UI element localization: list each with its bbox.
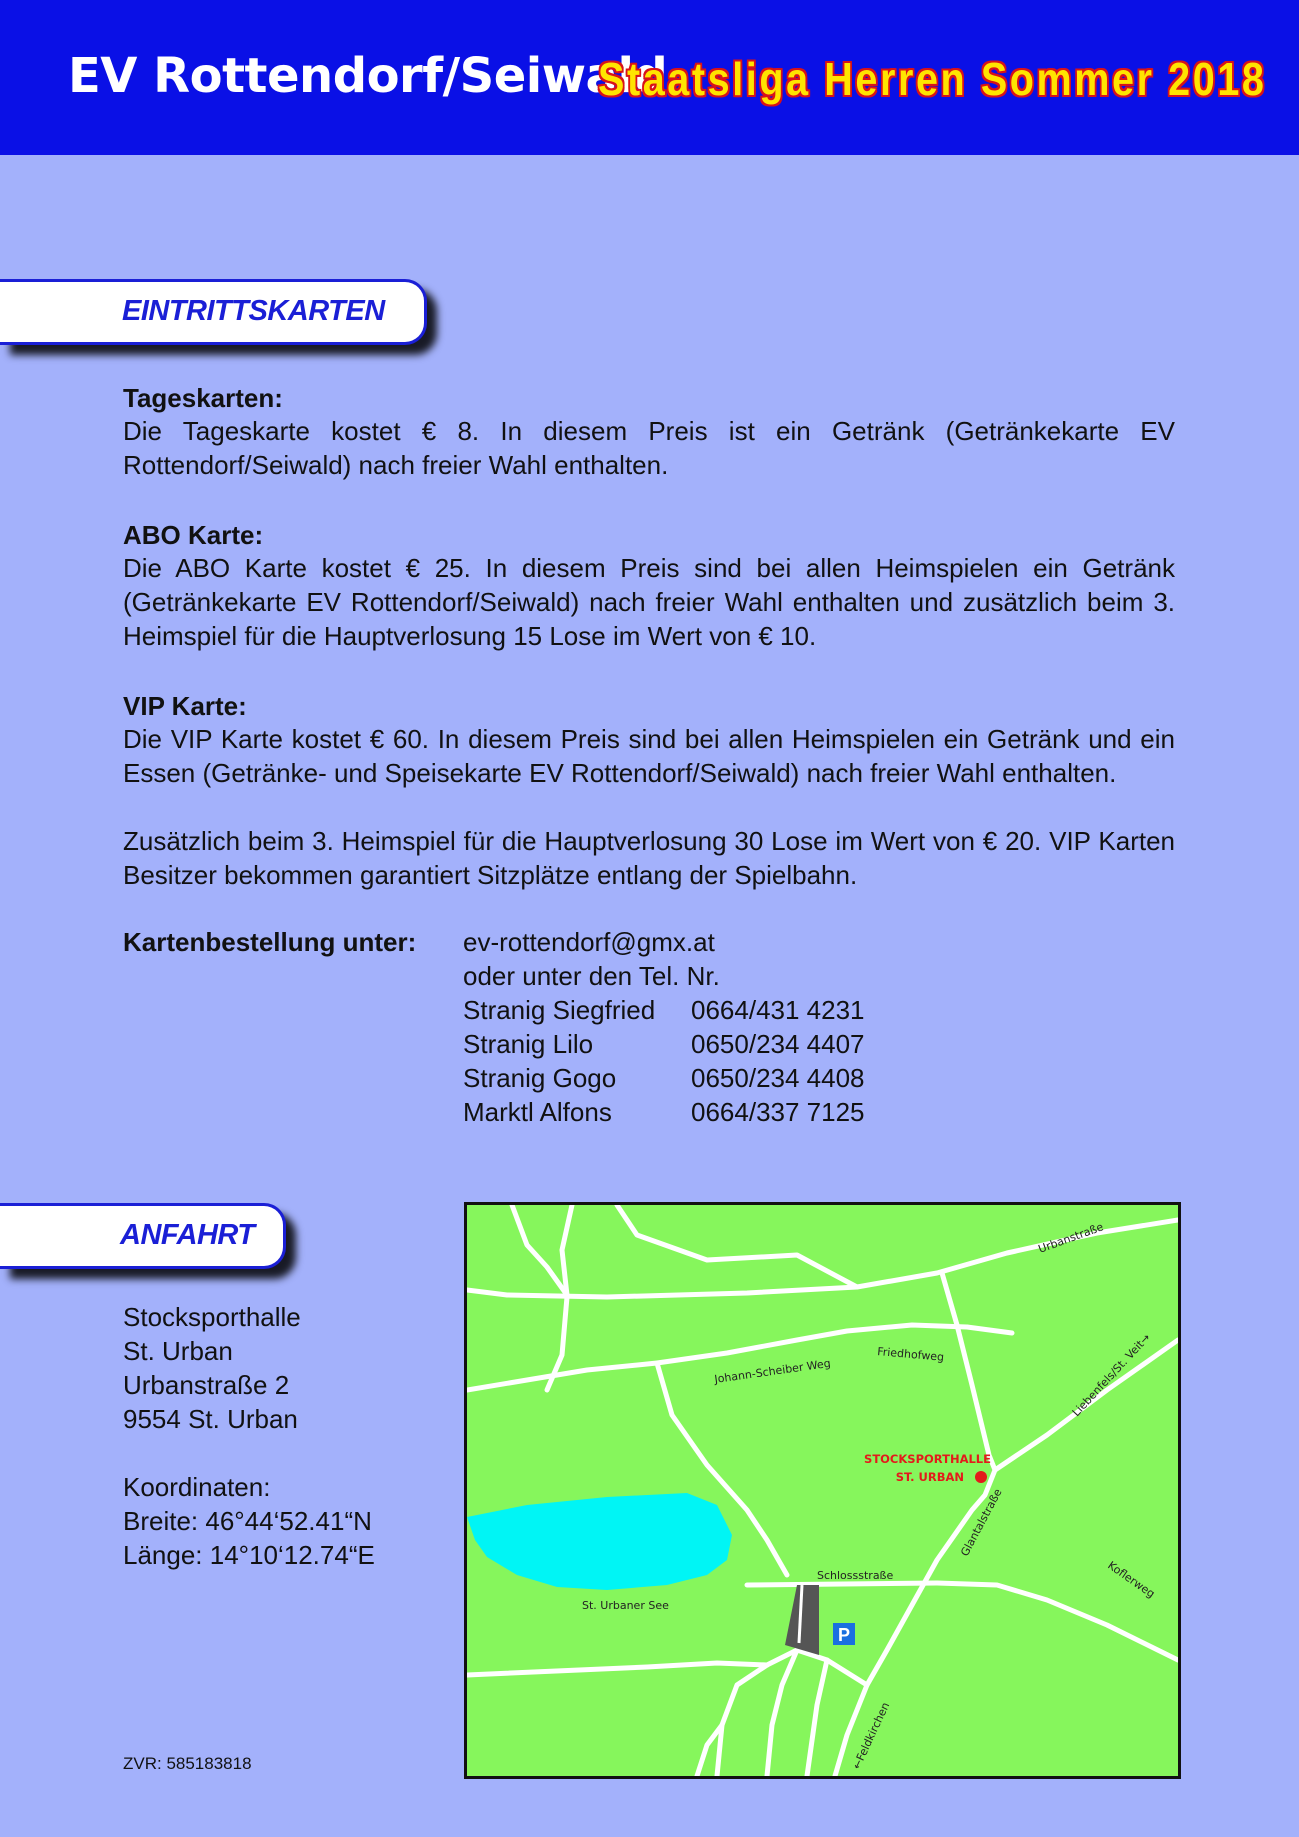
- contact-name: Marktl Alfons: [463, 1097, 612, 1127]
- contact-phone: 0664/337 7125: [691, 1097, 865, 1127]
- vip-ticket-heading: VIP Karte:: [123, 691, 247, 721]
- contact-phone: 0650/234 4408: [691, 1063, 865, 1093]
- map-label-venue-line1: STOCKSPORTHALLE: [864, 1452, 991, 1466]
- order-email: ev-rottendorf@gmx.at: [463, 927, 715, 957]
- map-label-koflerweg: Koflerweg: [1105, 1558, 1158, 1601]
- map-label-johann-scheiber-weg: Johann-Scheiber Weg: [713, 1356, 832, 1386]
- zvr-number: ZVR: 585183818: [123, 1754, 252, 1773]
- map-svg: [467, 1205, 1178, 1776]
- vip-ticket-text: Die VIP Karte kostet € 60. In diesem Preis sind bei allen Heimspielen ein Getränk und ein Essen (Getränke- und Speisekarte EV Rottendorf/Seiwald) nach freier Wahl enthalten.: [123, 724, 1175, 788]
- day-ticket-text: Die Tageskarte kostet € 8. In diesem Preis ist ein Getränk (Getränkekarte EV Rottendorf/Seiwald) nach freier Wahl enthalten.: [123, 416, 1175, 480]
- contact-name: Stranig Gogo: [463, 1063, 617, 1093]
- map-label-glantalstrasse: Glantalstraße: [958, 1486, 1005, 1559]
- map-label-schlossstrasse: Schlossstraße: [817, 1569, 894, 1582]
- section-tab-directions: [0, 1203, 286, 1269]
- abo-ticket-text: Die ABO Karte kostet € 25. In diesem Preis sind bei allen Heimspielen ein Getränk (Getränkekarte EV Rottendorf/Seiwald) nach freier Wahl enthalten und zusätzlich beim 3. Heimspiel für die Hauptverlosung 15 Lose im Wert von € 10.: [123, 553, 1175, 651]
- latitude: Breite: 46°44‘52.41“N: [123, 1506, 372, 1536]
- coordinates-label: Koordinaten:: [123, 1472, 271, 1502]
- venue-name: Stocksporthalle: [123, 1302, 301, 1332]
- contact-name: Stranig Siegfried: [463, 995, 656, 1025]
- club-title: EV Rottendorf/Seiwald: [68, 48, 668, 104]
- map-label-lake: St. Urbaner See: [582, 1599, 669, 1612]
- map-label-venue-line2: ST. URBAN: [895, 1470, 964, 1484]
- vip-ticket-text-extra: Zusätzlich beim 3. Heimspiel für die Hauptverlosung 30 Lose im Wert von € 20. VIP Karten Besitzer bekommen garantiert Sitzplätze entlang der Spielbahn.: [123, 826, 1175, 890]
- section-tab-tickets: [0, 279, 427, 345]
- map-roads: [467, 1205, 1178, 1776]
- location-map: [464, 1202, 1181, 1779]
- map-label-feldkirchen: ←Feldkirchen: [849, 1700, 893, 1772]
- order-label: Kartenbestellung unter:: [123, 927, 417, 957]
- header-banner: [0, 0, 1299, 155]
- map-label-friedhofweg: Friedhofweg: [876, 1345, 945, 1364]
- venue-place: St. Urban: [123, 1336, 233, 1366]
- contact-phone: 0650/234 4407: [691, 1029, 865, 1059]
- league-title: Staatsliga Herren Sommer 2018: [598, 53, 1267, 105]
- venue-marker-icon: [975, 1471, 987, 1483]
- section-title-tickets: EINTRITTSKARTEN: [122, 295, 385, 327]
- longitude: Länge: 14°10‘12.74“E: [123, 1540, 375, 1570]
- lake: [467, 1493, 732, 1590]
- venue-city: 9554 St. Urban: [123, 1404, 298, 1434]
- map-label-liebenfels: Liebenfels/St. Veit→: [1069, 1331, 1153, 1420]
- venue-street: Urbanstraße 2: [123, 1370, 290, 1400]
- day-ticket-heading: Tageskarten:: [123, 383, 283, 413]
- abo-ticket-heading: ABO Karte:: [123, 520, 264, 550]
- section-title-directions: ANFAHRT: [120, 1219, 255, 1251]
- contact-phone: 0664/431 4231: [691, 995, 865, 1025]
- parking-letter: P: [837, 1625, 851, 1645]
- contact-name: Stranig Lilo: [463, 1029, 594, 1059]
- map-label-urbanstrasse: Urbanstraße: [1036, 1220, 1106, 1256]
- phone-intro: oder unter den Tel. Nr.: [463, 961, 720, 991]
